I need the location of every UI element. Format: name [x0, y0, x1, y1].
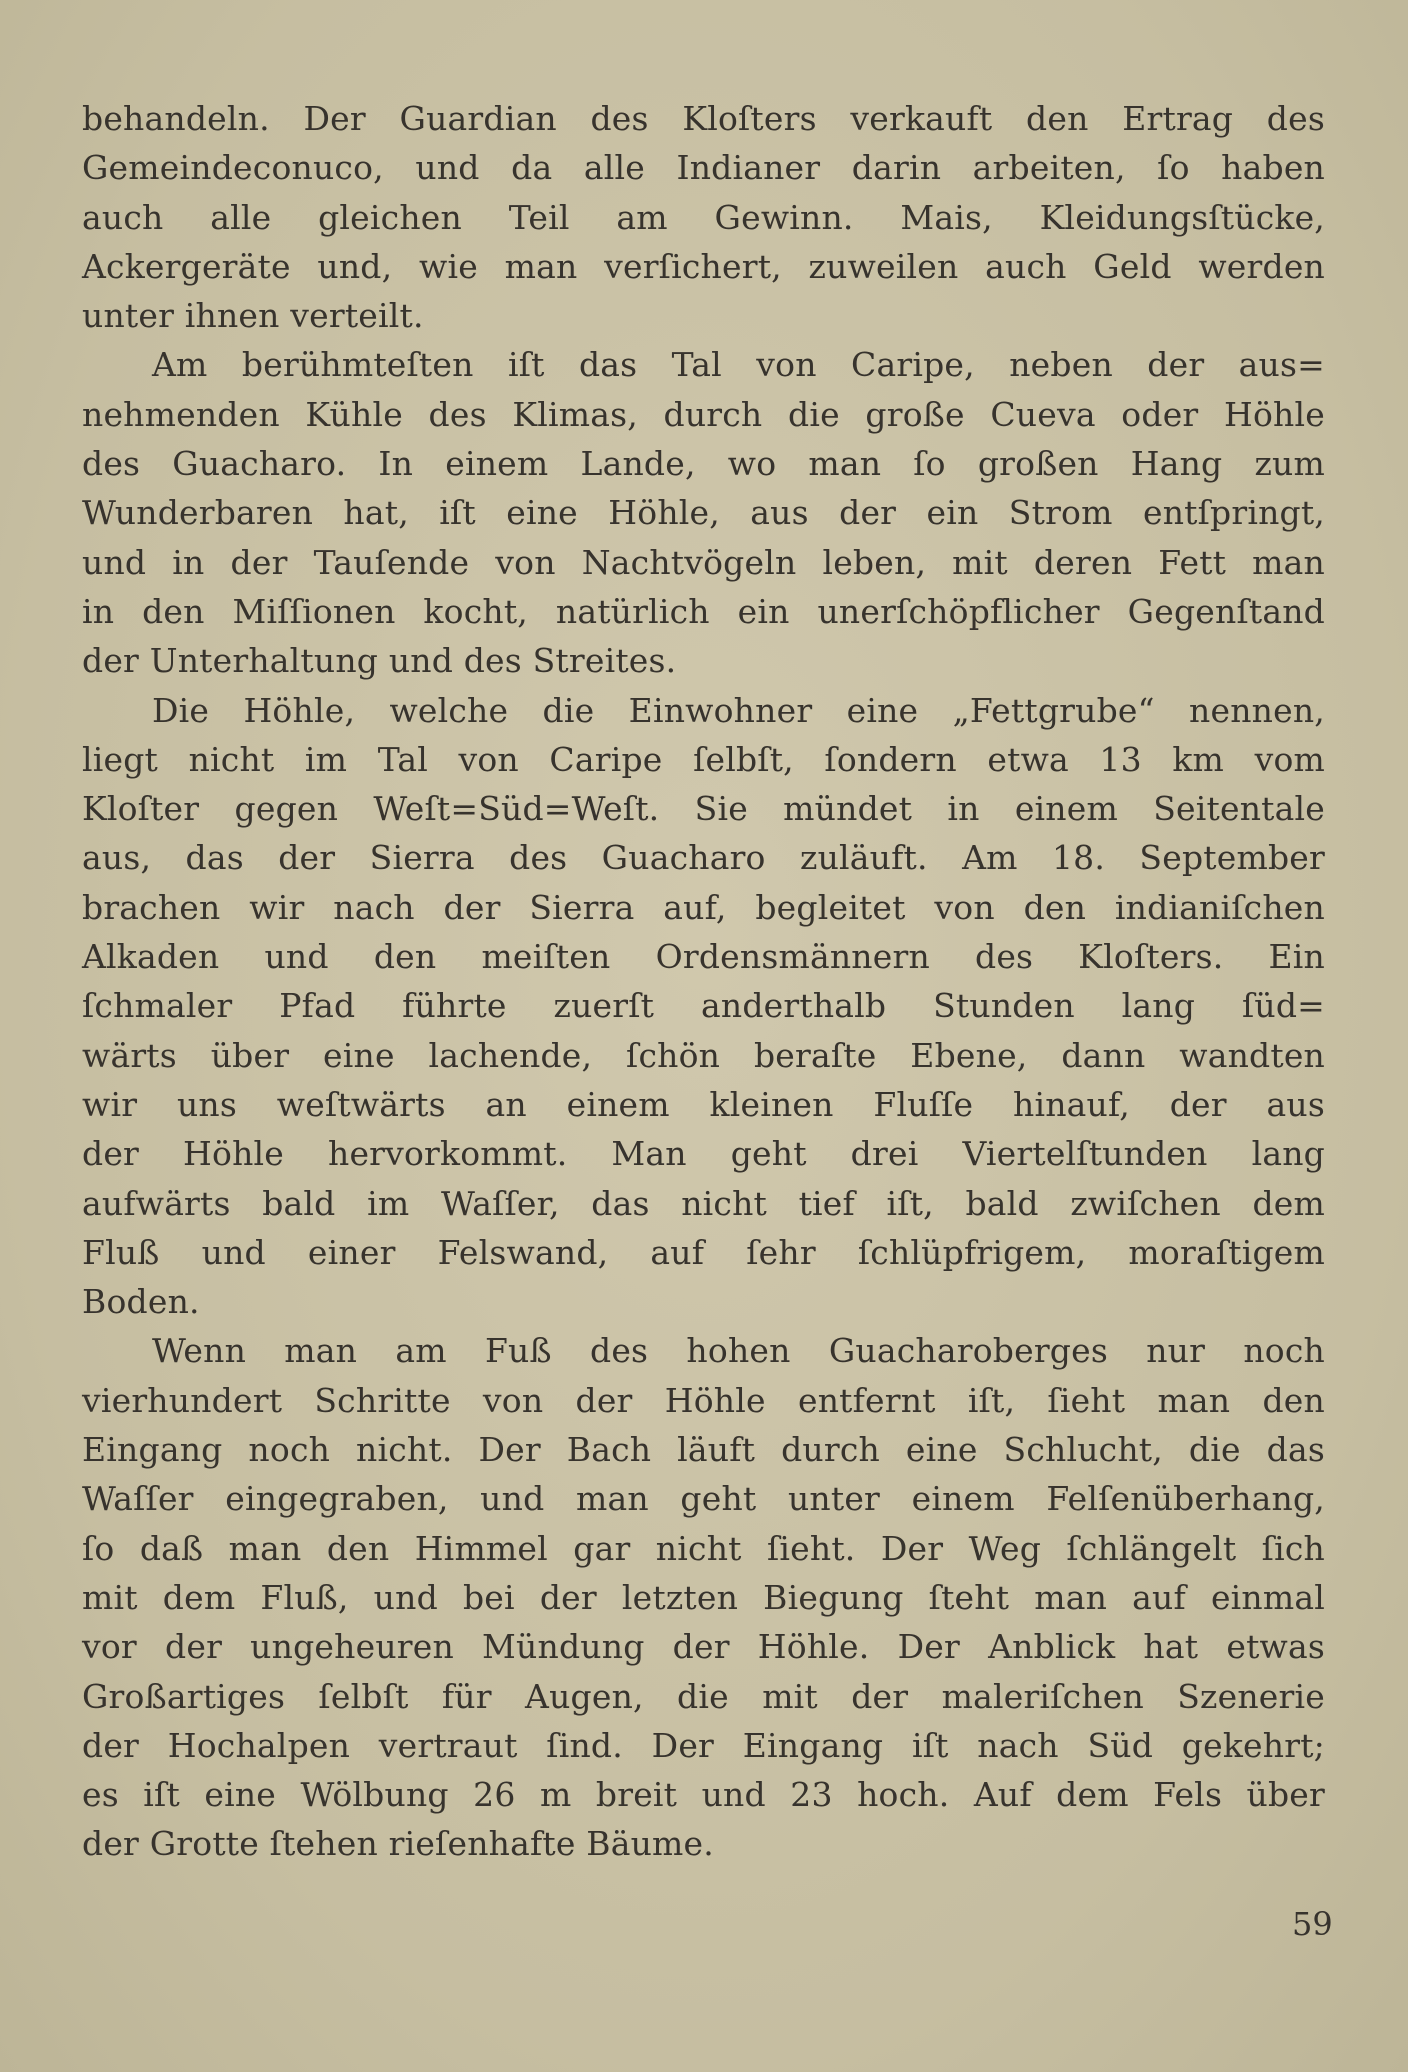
text-line: Wenn man am Fuß des hohen Guacharoberges nur noch — [152, 1331, 1325, 1371]
text-line: Am berühmteſten iſt das Tal von Caripe, neben der aus= — [152, 345, 1325, 385]
text-line: Boden. — [82, 1282, 200, 1322]
text-line: Ackergeräte und, wie man verſichert, zuweilen auch Geld werden — [82, 246, 1325, 286]
text-line: Gemeindeconuco, und da alle Indianer darin arbeiten, ſo haben — [82, 148, 1325, 188]
text-line: aufwärts bald im Waſſer, das nicht tief iſt, bald zwiſchen dem — [82, 1183, 1325, 1223]
page-number: 59 — [1292, 1905, 1333, 1943]
text-line: und in der Tauſende von Nachtvögeln leben, mit deren Fett man — [82, 542, 1325, 582]
text-line: aus, das der Sierra des Guacharo zuläuft. Am 18. September — [82, 838, 1325, 878]
body-text — [82, 94, 1325, 1869]
text-line: in den Miſſionen kocht, natürlich ein unerſchöpflicher Gegenſtand — [82, 591, 1325, 631]
text-line: des Guacharo. In einem Lande, wo man ſo großen Hang zum — [82, 444, 1325, 484]
paragraph — [82, 94, 1325, 340]
text-line: Wunderbaren hat, iſt eine Höhle, aus der ein Strom entſpringt, — [82, 493, 1325, 533]
text-line: wärts über eine lachende, ſchön beraſte Ebene, dann wandten — [82, 1035, 1325, 1075]
text-line: nehmenden Kühle des Klimas, durch die große Cueva oder Höhle — [82, 394, 1325, 434]
text-line: es iſt eine Wölbung 26 m breit und 23 hoch. Auf dem Fels über — [82, 1775, 1325, 1815]
text-line: ſchmaler Pfad führte zuerſt anderthalb Stunden lang ſüd= — [82, 986, 1325, 1026]
text-line: Eingang noch nicht. Der Bach läuft durch eine Schlucht, die das — [82, 1430, 1325, 1470]
text-line: mit dem Fluß, und bei der letzten Biegung ſteht man auf einmal — [82, 1577, 1325, 1617]
text-line: auch alle gleichen Teil am Gewinn. Mais, Kleidungsſtücke, — [82, 197, 1325, 237]
text-line: der Höhle hervorkommt. Man geht drei Viertelſtunden lang — [82, 1134, 1325, 1174]
text-line: Großartiges ſelbſt für Augen, die mit der maleriſchen Szenerie — [82, 1676, 1325, 1716]
text-line: liegt nicht im Tal von Caripe ſelbſt, ſondern etwa 13 km vom — [82, 739, 1325, 779]
text-line: Waſſer eingegraben, und man geht unter einem Felſenüberhang, — [82, 1479, 1325, 1519]
text-line: Alkaden und den meiſten Ordensmännern des Kloſters. Ein — [82, 937, 1325, 977]
paragraph — [82, 340, 1325, 685]
text-line: behandeln. Der Guardian des Kloſters verkauft den Ertrag des — [82, 99, 1325, 138]
text-line: Fluß und einer Felswand, auf ſehr ſchlüpfrigem, moraſtigem — [82, 1232, 1325, 1272]
text-line: vor der ungeheuren Mündung der Höhle. Der Anblick hat etwas — [82, 1627, 1325, 1667]
text-line: unter ihnen verteilt. — [82, 296, 424, 336]
text-line: Die Höhle, welche die Einwohner eine „Fettgrube“ nennen, — [152, 690, 1325, 730]
text-line: ſo daß man den Himmel gar nicht ſieht. Der Weg ſchlängelt ſich — [82, 1528, 1325, 1568]
paragraph — [82, 686, 1325, 1327]
paragraph — [82, 1326, 1325, 1868]
text-line: der Grotte ſtehen rieſenhafte Bäume. — [82, 1824, 714, 1864]
text-line: der Hochalpen vertraut ſind. Der Eingang iſt nach Süd gekehrt; — [82, 1725, 1325, 1765]
text-line: brachen wir nach der Sierra auf, begleitet von den indianiſchen — [82, 887, 1325, 927]
text-line: Kloſter gegen Weſt=Süd=Weſt. Sie mündet in einem Seitentale — [82, 789, 1325, 829]
text-line: vierhundert Schritte von der Höhle entfernt iſt, ſieht man den — [82, 1380, 1325, 1420]
text-line: der Unterhaltung und des Streites. — [82, 641, 677, 681]
text-line: wir uns weſtwärts an einem kleinen Fluſſe hinauf, der aus — [82, 1084, 1325, 1124]
